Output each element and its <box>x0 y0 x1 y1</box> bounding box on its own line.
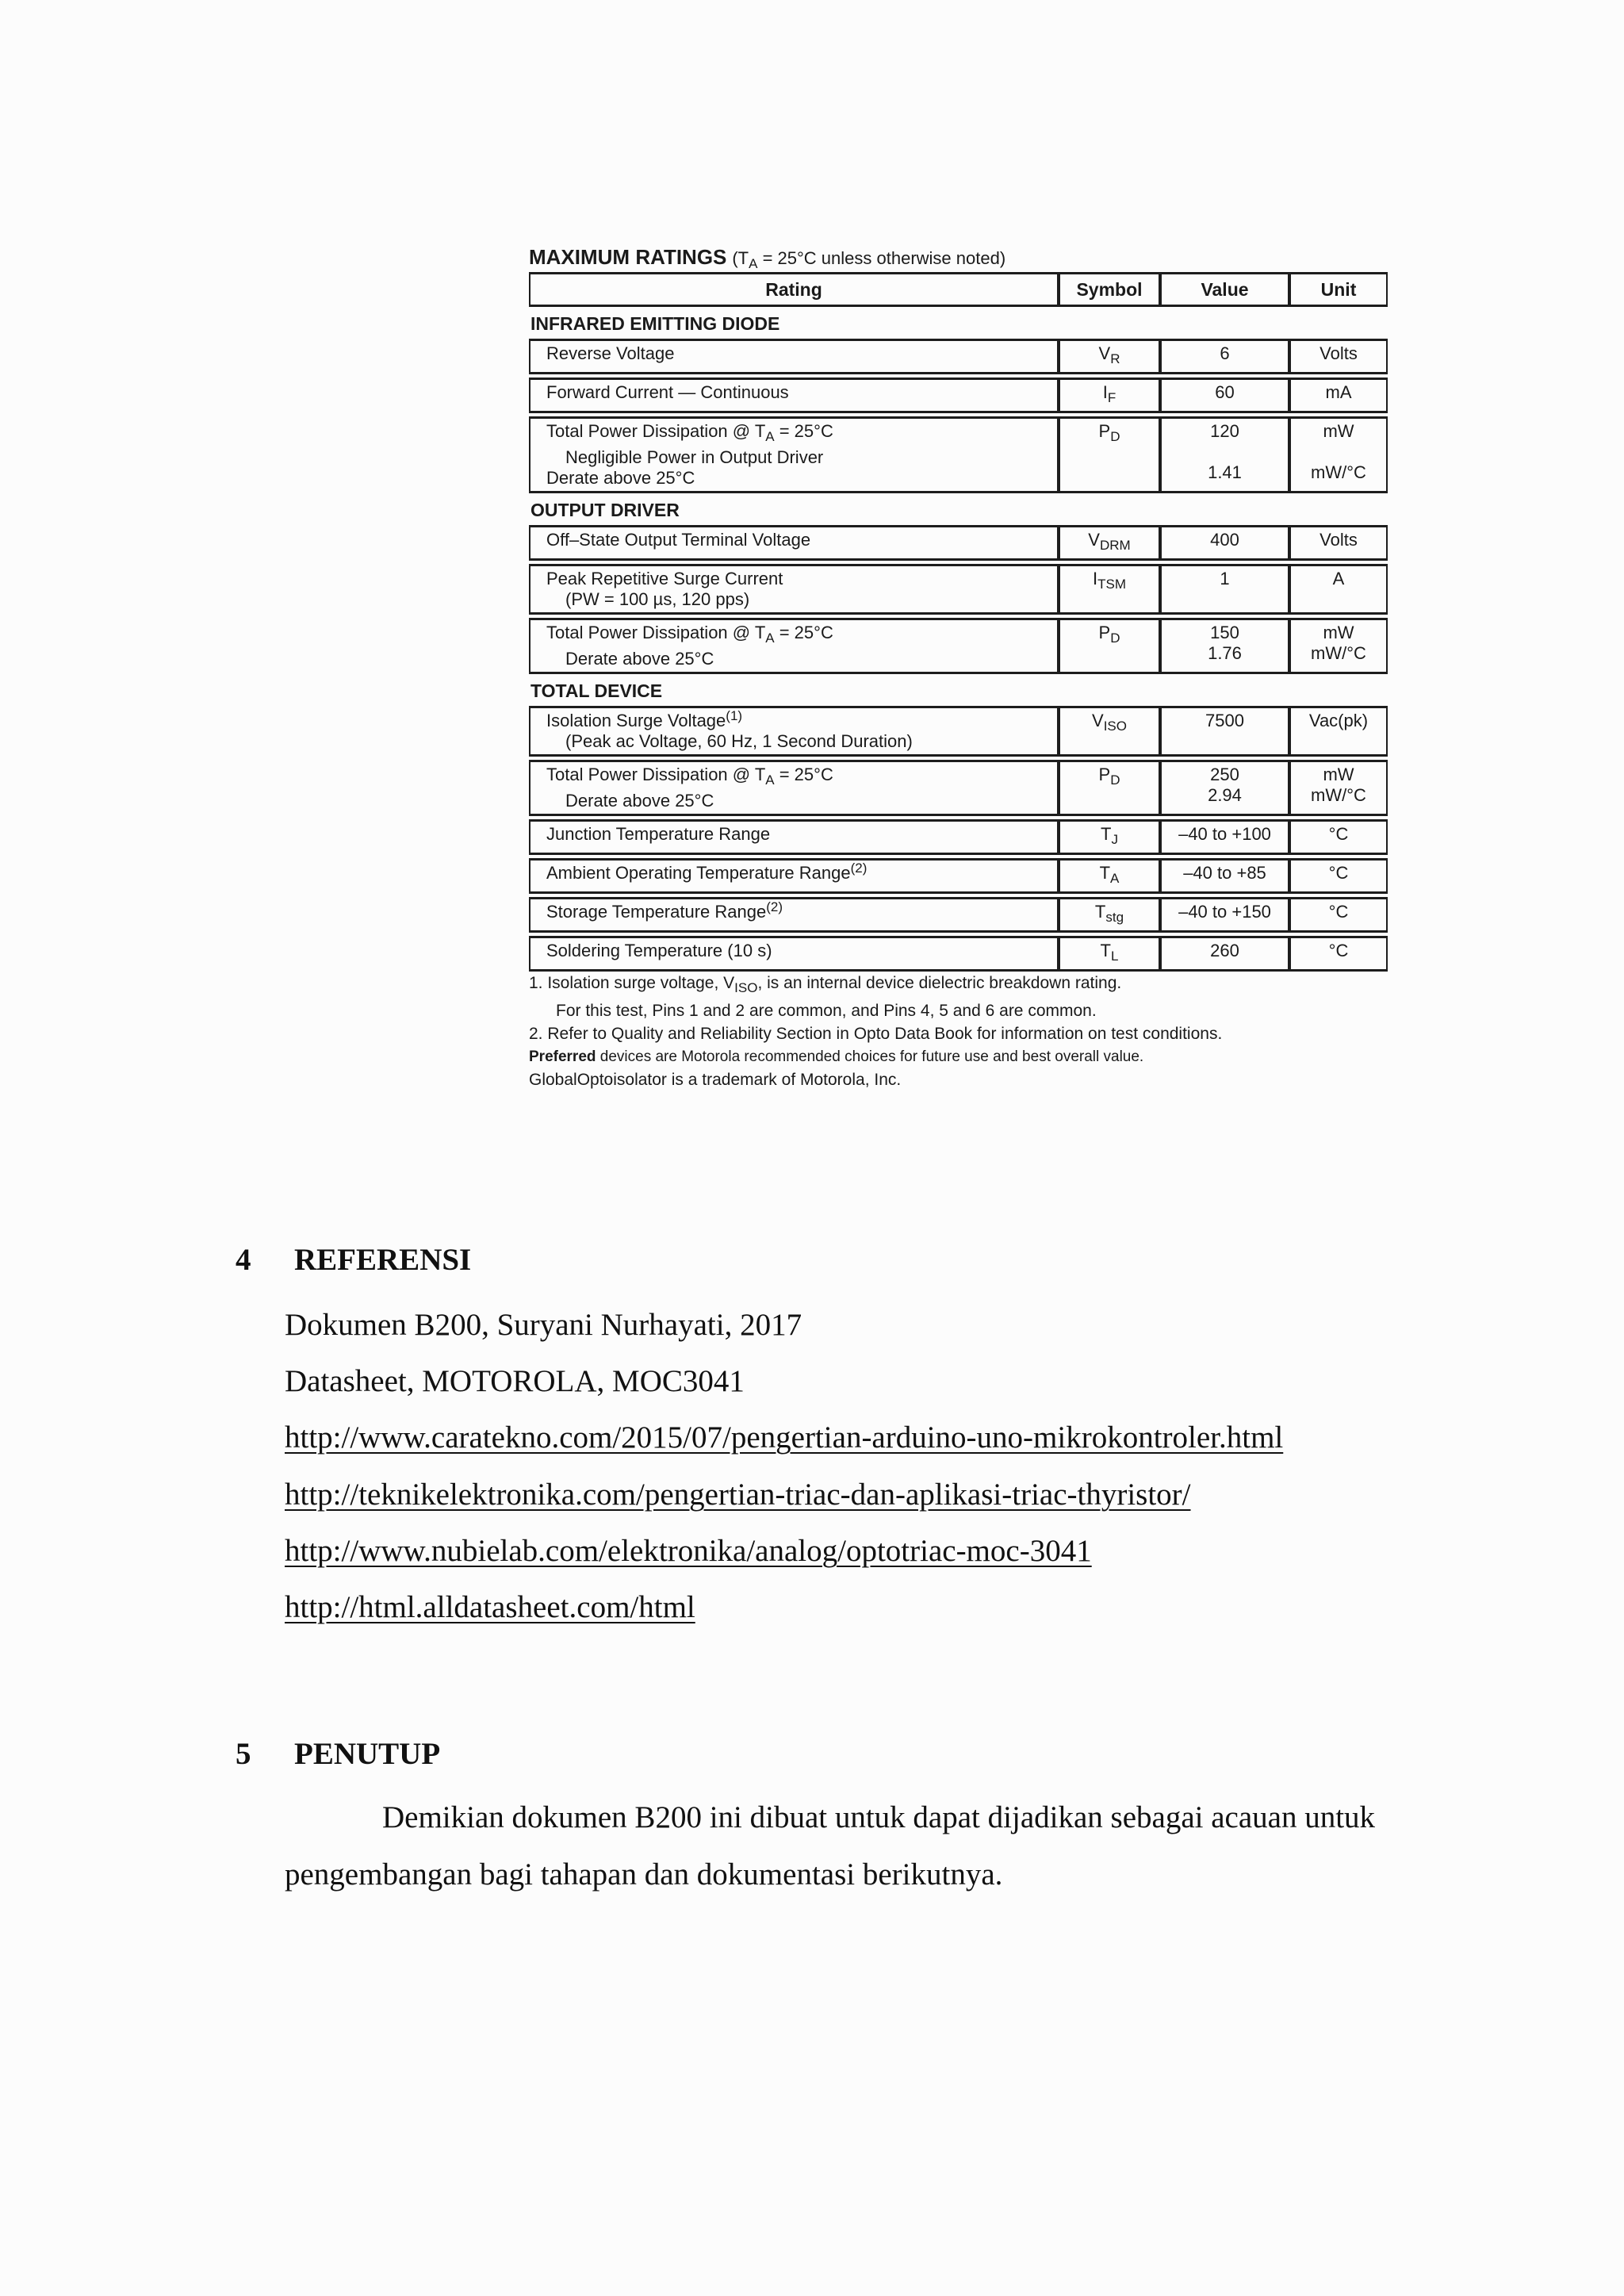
unit-cell: mW mW/°C <box>1289 618 1388 674</box>
maximum-ratings-figure <box>529 242 1388 1091</box>
value-cell: 260 <box>1160 936 1289 972</box>
rating-cell: Storage Temperature Range$^{(2)}$ <box>529 897 1059 933</box>
value-cell: 60 <box>1160 378 1289 413</box>
table-row <box>529 858 1388 894</box>
rating-cell: Peak Repetitive Surge Current (PW = 100 µs, 120 pps) <box>529 564 1059 615</box>
rating-cell: Off–State Output Terminal Voltage <box>529 525 1059 561</box>
symbol-cell: $T_J$ <box>1059 819 1160 855</box>
table-row <box>529 897 1388 933</box>
symbol-cell: $I_F$ <box>1059 378 1160 413</box>
symbol-cell: $P_D$ <box>1059 618 1160 674</box>
closing-paragraph <box>285 1789 1442 1903</box>
rating-cell: Total Power Dissipation @ $T_A = 25^\circ C$ Negligible Power in Output Driver Derate above 25°C <box>529 416 1059 493</box>
table-row <box>529 706 1388 757</box>
rating-cell: Reverse Voltage <box>529 339 1059 374</box>
header-symbol: Symbol <box>1059 272 1160 307</box>
preferred-note: Preferred devices are Motorola recommended choices for future use and best overall value. <box>529 1048 1144 1065</box>
table-row <box>529 339 1388 374</box>
figure-title-bold: MAXIMUM RATINGS <box>529 245 727 269</box>
value-cell: –40 to +85 <box>1160 858 1289 894</box>
section-heading-referensi <box>236 1242 471 1278</box>
footnote-1-cont: For this test, Pins 1 and 2 are common, and Pins 4, 5 and 6 are common. <box>556 1002 1097 1020</box>
footnote-1: 1. Isolation surge voltage, $V_{ISO}$, is an internal device dielectric breakdown rating. <box>529 974 1122 995</box>
reference-item: Datasheet, MOTOROLA, MOC3041 <box>285 1364 745 1398</box>
symbol-cell: $P_D$ <box>1059 416 1160 493</box>
unit-cell: °C <box>1289 858 1388 894</box>
value-cell: 1 <box>1160 564 1289 615</box>
table-row <box>529 936 1388 972</box>
table-row <box>529 378 1388 413</box>
value-cell: –40 to +100 <box>1160 819 1289 855</box>
header-value: Value <box>1160 272 1289 307</box>
table-row <box>529 618 1388 674</box>
unit-cell: °C <box>1289 819 1388 855</box>
trademark-note: GlobalOptoisolator is a trademark of Motorola, Inc. <box>529 1071 902 1089</box>
unit-cell: mW mW/°C <box>1289 760 1388 816</box>
symbol-cell: $T_L$ <box>1059 936 1160 972</box>
figure-title <box>529 242 1388 272</box>
value-cell: –40 to +150 <box>1160 897 1289 933</box>
footnote-2: 2. Refer to Quality and Reliability Section in Opto Data Book for information on test conditions. <box>529 1025 1223 1043</box>
value-cell: 6 <box>1160 339 1289 374</box>
rating-cell: Total Power Dissipation @ $T_A = 25^\circ C$ Derate above 25°C <box>529 760 1059 816</box>
table-row <box>529 760 1388 816</box>
reference-link[interactable]: http://html.alldatasheet.com/html <box>285 1590 695 1624</box>
reference-link[interactable]: http://www.nubielab.com/elektronika/analog/optotriac-moc-3041 <box>285 1534 1092 1568</box>
section-number: 5 <box>236 1737 251 1771</box>
paragraph-line: Demikian dokumen B200 ini dibuat untuk dapat dijadikan sebagai acauan untuk <box>382 1800 1376 1834</box>
section-heading-penutup <box>236 1736 440 1772</box>
rating-cell: Total Power Dissipation @ $T_A = 25^\circ C$ Derate above 25°C <box>529 618 1059 674</box>
section-total-device: TOTAL DEVICE <box>530 680 663 701</box>
reference-item: Dokumen B200, Suryani Nurhayati, 2017 <box>285 1308 802 1342</box>
ratings-table <box>529 269 1388 975</box>
figure-footnotes <box>529 972 1388 1091</box>
section-title: PENUTUP <box>294 1737 441 1771</box>
header-rating: Rating <box>529 272 1059 307</box>
section-number: 4 <box>236 1243 251 1277</box>
rating-cell: Soldering Temperature (10 s) <box>529 936 1059 972</box>
symbol-cell: $T_A$ <box>1059 858 1160 894</box>
section-infrared-emitting-diode: INFRARED EMITTING DIODE <box>530 313 780 334</box>
unit-cell: Volts <box>1289 339 1388 374</box>
value-cell: 120 1.41 <box>1160 416 1289 493</box>
unit-cell: Volts <box>1289 525 1388 561</box>
symbol-cell: $V_R$ <box>1059 339 1160 374</box>
table-row <box>529 819 1388 855</box>
section-title: REFERENSI <box>294 1243 472 1277</box>
unit-cell: mW mW/°C <box>1289 416 1388 493</box>
rating-cell: Junction Temperature Range <box>529 819 1059 855</box>
paragraph-line: pengembangan bagi tahapan dan dokumentasi berikutnya. <box>285 1857 1003 1892</box>
value-cell: 150 1.76 <box>1160 618 1289 674</box>
unit-cell: °C <box>1289 936 1388 972</box>
reference-link[interactable]: http://www.caratekno.com/2015/07/pengertian-arduino-uno-mikrokontroler.html <box>285 1420 1284 1455</box>
unit-cell: °C <box>1289 897 1388 933</box>
figure-title-note: ($T_A = 25^\circ C$ unless otherwise noted) <box>732 248 1006 271</box>
symbol-cell: $I_{TSM}$ <box>1059 564 1160 615</box>
rating-cell: Ambient Operating Temperature Range$^{(2)}$ <box>529 858 1059 894</box>
reference-link[interactable]: http://teknikelektronika.com/pengertian-triac-dan-aplikasi-triac-thyristor/ <box>285 1478 1191 1512</box>
symbol-cell: $T_{stg}$ <box>1059 897 1160 933</box>
value-cell: 400 <box>1160 525 1289 561</box>
unit-cell: A <box>1289 564 1388 615</box>
rating-cell: Isolation Surge Voltage$^{(1)}$ (Peak ac Voltage, 60 Hz, 1 Second Duration) <box>529 706 1059 757</box>
table-row <box>529 564 1388 615</box>
table-header-row <box>529 272 1388 307</box>
table-row <box>529 416 1388 493</box>
section-output-driver: OUTPUT DRIVER <box>530 500 680 520</box>
symbol-cell: $V_{ISO}$ <box>1059 706 1160 757</box>
value-cell: 250 2.94 <box>1160 760 1289 816</box>
unit-cell: Vac(pk) <box>1289 706 1388 757</box>
symbol-cell: $V_{DRM}$ <box>1059 525 1160 561</box>
table-row <box>529 525 1388 561</box>
rating-cell: Forward Current — Continuous <box>529 378 1059 413</box>
symbol-cell: $P_D$ <box>1059 760 1160 816</box>
header-unit: Unit <box>1289 272 1388 307</box>
value-cell: 7500 <box>1160 706 1289 757</box>
unit-cell: mA <box>1289 378 1388 413</box>
